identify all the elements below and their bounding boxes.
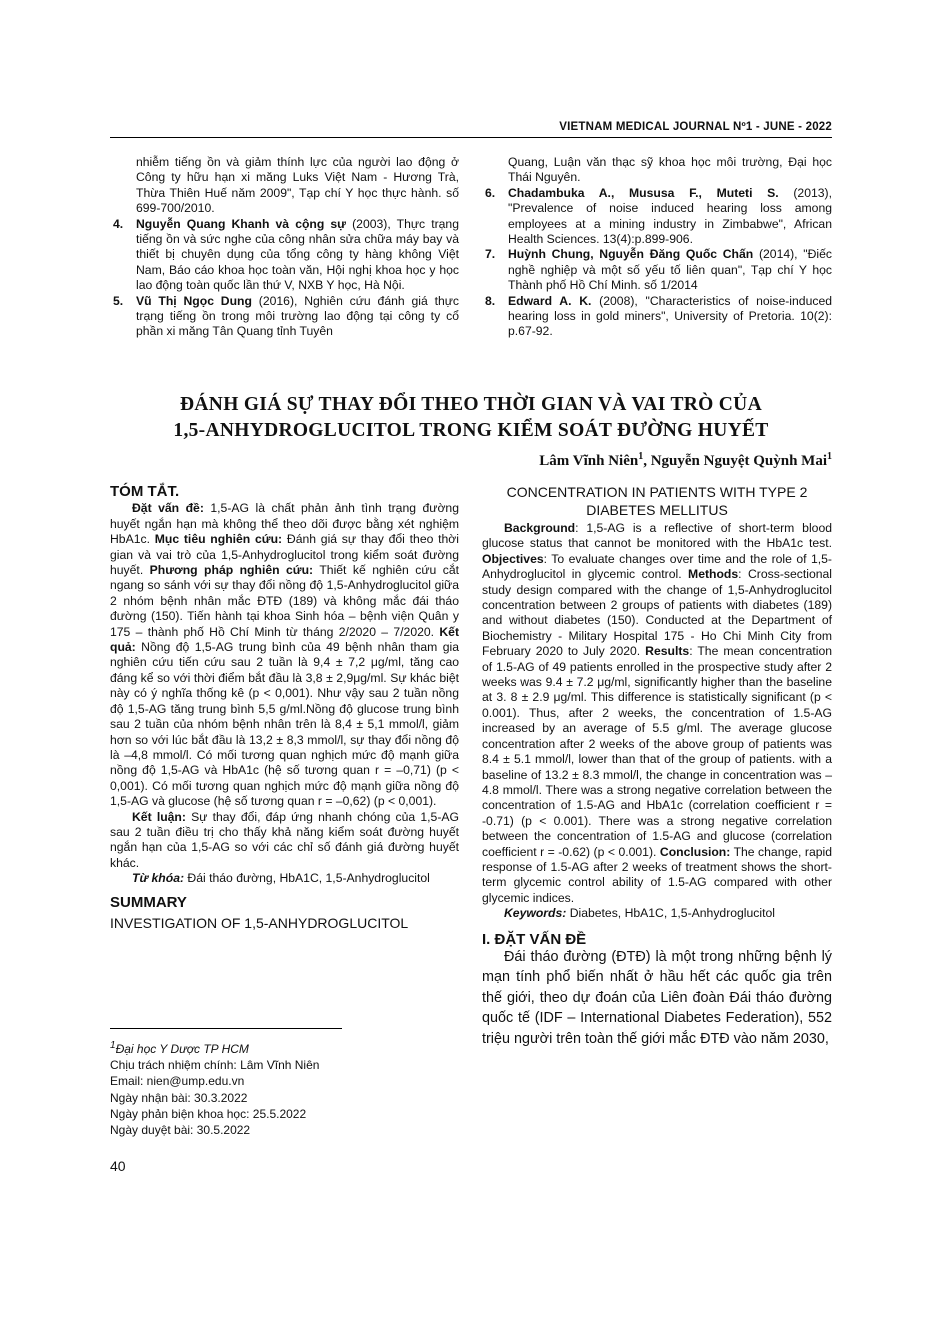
references-left <box>110 155 459 340</box>
article-title <box>110 392 832 444</box>
reference-item: 4. Nguyễn Quang Khanh và cộng sự (2003), Thực trạng tiếng ồn và sức nghe của công nhân sửa chữa máy bay và thiết bị chuyên dụng của tổng công ty hàng không Việt Nam, Báo cáo khoa học toàn văn, Hội nghị khoa học y học lao động toàn quốc lần thứ V, NXB Y học, Hà Nội. <box>113 216 459 293</box>
email: Email: nien@ump.edu.vn <box>110 1074 245 1089</box>
date-received: Ngày nhận bài: 30.3.2022 <box>110 1090 248 1105</box>
summary-title-part2: CONCENTRATION IN PATIENTS WITH TYPE 2 DIABETES MELLITUS <box>506 484 808 518</box>
reference-continuation: nhiễm tiếng ồn và giảm thính lực của người lao động ở Công ty hữu hạn xi măng Luks Việt Nam - Hương Trà, Thừa Thiên Huế năm 2009", Tạp chí Y học thực hành. số 699-700/2010. <box>136 155 459 216</box>
author-2: Nguyễn Nguyệt Quỳnh Mai <box>650 453 827 469</box>
title-line-2: 1,5-ANHYDROGLUCITOL TRONG KIỂM SOÁT ĐƯỜNG HUYẾT <box>173 420 769 441</box>
affiliation: $^1$Đại học Y Dược TP HCM <box>110 1040 249 1056</box>
abstract-heading: TÓM TẮT. <box>110 483 180 500</box>
reference-item: 6. Chadambuka A., Mususa F., Muteti S. (2013), "Prevalence of noise induced hearing loss among employees at a mining industry in Zimbabwe", African Health Sciences. 13(4):p.899-906. <box>485 185 832 247</box>
intro-heading: I. ĐẶT VẤN ĐỀ <box>482 930 587 948</box>
summary-en <box>482 483 832 1049</box>
author-1: Lâm Vĩnh Niên <box>539 453 639 469</box>
reference-item: 7. Huỳnh Chung, Nguyễn Đăng Quốc Chấn (2014), "Điếc nghề nghiệp và một số yếu tố liên quan", Tạp chí Y học Thành phố Hồ Chí Minh. số 1/2014 <box>485 247 832 293</box>
abstract-body: Đặt vấn đề: 1,5-AG là chất phản ảnh tình trạng đường huyết ngắn hạn mà không thể theo dõi được bằng xét nghiệm HbA1c. Mục tiêu nghiên cứu: Đánh giá sự thay đổi theo thời gian và vai trò của 1,5-Anhydroglucitol trong kiểm soát đường huyết. Phương pháp nghiên cứu: Thiết kế nghiên cứu cắt ngang so sánh với sự thay đổi nồng độ 1,5-Anhydroglucitol giữa 2 nhóm bệnh nhân mắc ĐTĐ (189) và không mắc đái tháo đường (150). Tiến hành tại khoa Sinh hóa – bệnh viện Quân y 175 – thành phố Hồ Chí Minh từ tháng 2/2020 – 7/2020. Kết quả: Nồng độ 1,5-AG trung bình của 49 bệnh nhân tham gia nghiên cứu tiến cứu sau 2 tuần là 9,4 ± 7,2 μg/ml, tăng cao đáng kể so với thời điểm bắt đầu là 3,8 ± 2,9μg/ml. Sự khác biệt này có ý nghĩa thống kê (p < 0,001). Như vậy sau 2 tuần nồng độ 1,5-AG tăng trung bình 5,5 g/ml.Nồng độ glucose trung bình sau 2 tuần của nhóm bệnh nhân trên là 8,4 ± 5,1 mmol/l, giảm hơn so với lúc bắt đầu là 13,2 ± 8,3 mmol/l, sự thay đổi nồng độ là –4,8 mmol/l. Có mối tương quan nghịch mức độ mạnh giữa nồng độ 1,5-AG và HbA1c (hệ số tương quan r = –0,71) (p < 0,001). Có mối tương quan nghịch mức độ mạnh giữa nồng độ 1,5-AG và glucose (hệ số tương quan r = –0,62) (p < 0,001). <box>110 501 459 809</box>
reference-item: 5. Vũ Thị Ngọc Dung (2016), Nghiên cứu đánh giá thực trạng tiếng ồn trong môi trường lao động tại công ty cổ phần xi măng Tân Quang tỉnh Tuyên <box>113 293 459 339</box>
abstract-vi <box>110 484 459 931</box>
reference-continuation: Quang, Luận văn thạc sỹ khoa học môi trường, Đại học Thái Nguyên. <box>508 155 832 185</box>
journal-header: VIETNAM MEDICAL JOURNAL Nº1 - JUNE - 2022 <box>559 121 832 133</box>
footnotes <box>110 1038 450 1138</box>
reference-item: 8. Edward A. K. (2008), "Characteristics of noise-induced hearing loss in gold miners", University of Pretoria. 10(2): p.67-92. <box>485 293 832 339</box>
intro-text: Đái tháo đường (ĐTĐ) là một trong những bệnh lý mạn tính phổ biến nhất ở hầu hết các quốc gia trên thế giới, theo dự đoán của Liên đoàn Đái tháo đường quốc tế (IDF – International Diabetes Federation), 552 triệu người trên toàn thế giới mắc ĐTĐ vào năm 2030, <box>482 948 832 1047</box>
title-line-1: ĐÁNH GIÁ SỰ THAY ĐỔI THEO THỜI GIAN VÀ VAI TRÒ CỦA <box>180 394 762 415</box>
summary-keywords: Keywords: Diabetes, HbA1C, 1,5-Anhydroglucitol <box>504 906 775 921</box>
summary-body: Background: 1,5-AG is a reflective of short-term blood glucose status that cannot be monitored with the HbA1c test. Objectives: To evaluate changes over time and the role of 1,5-Anhydroglucitol in glycemic control. Methods: Cross-sectional study design compared with the change of 1,5-Anhydroglucitol concentration between 2 groups of patients with diabetes (189) and without diabetes (150). Conducted at the Department of Biochemistry - Military Hospital 175 - Ho Chi Minh City from February 2020 to July 2020. Results: The mean concentration of 1.5-AG of 49 patients enrolled in the prospective study after 2 weeks was 9.4 ± 7.2 μg/ml, significantly higher than the baseline at 3. 8 ± 2.9 μg/ml. This difference is statistically significant (p < 0.001). Thus, after 2 weeks, the concentration of 1.5-AG increased by an average of 5.5 g/ml. The average glucose concentration after 2 weeks of the above group of patients was 8.4 ± 5.1 mmol/l, lower than that of the group of patients. with a baseline of 13.2 ± 8.3 mmol/l, the change in concentration was –4.8 mmol/l. There was a strong negative correlation between the concentration of 1.5-AG and HbA1c (correlation coefficient r = -0.71) (p < 0.001). There was a strong negative correlation between the concentration of 1.5-AG and glucose (correlation coefficient r = -0.62) (p < 0.001). Conclusion: The change, rapid response of 1.5-AG after 2 weeks of treatment shows the short-term glycemic control ability of 1.5-AG compared with other glycemic indices. <box>482 521 832 905</box>
footnote-rule <box>110 1028 342 1029</box>
references-right <box>482 155 832 340</box>
authors: Lâm Vĩnh Niên$^1$, Nguyễn Nguyệt Quỳnh Mai$^1$ <box>539 451 832 469</box>
abstract-keywords: Từ khóa: Đái tháo đường, HbA1C, 1,5-Anhydroglucitol <box>132 871 430 886</box>
date-accepted: Ngày duyệt bài: 30.5.2022 <box>110 1123 251 1138</box>
page-number: 40 <box>110 1158 126 1174</box>
header-rule <box>110 137 832 138</box>
summary-title-part1: INVESTIGATION OF 1,5-ANHYDROGLUCITOL <box>110 914 409 931</box>
corresponding-author: Chịu trách nhiệm chính: Lâm Vĩnh Niên <box>110 1058 320 1073</box>
summary-heading: SUMMARY <box>110 893 187 911</box>
abstract-conclusion: Kết luận: Sự thay đổi, đáp ứng nhanh chóng của 1,5-AG sau 2 tuần điều trị cho thấy khả năng kiểm soát đường huyết ngắn hạn của 1,5-AG so với các chỉ số đánh giá đường huyết khác. <box>110 809 459 870</box>
date-reviewed: Ngày phản biện khoa học: 25.5.2022 <box>110 1106 307 1121</box>
